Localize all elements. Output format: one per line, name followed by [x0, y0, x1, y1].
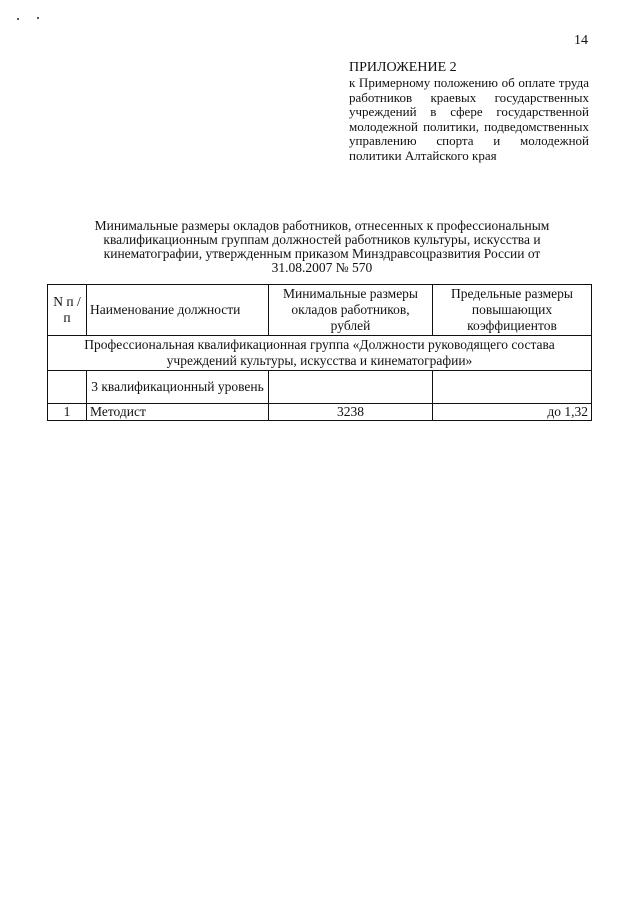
- appendix-block: [349, 60, 589, 163]
- group-title-row: [48, 336, 592, 371]
- level-title: 3 квалификационный уровень: [87, 371, 269, 404]
- salary-table: [47, 284, 592, 421]
- scan-artifact-dot: [37, 17, 39, 19]
- level-row: [48, 371, 592, 404]
- appendix-title: ПРИЛОЖЕНИЕ 2: [349, 60, 457, 75]
- row-max-coefficient: до 1,32: [433, 404, 592, 421]
- header-min-salary: Минимальные размеры окладов работников, рублей: [269, 285, 433, 336]
- row-position: Методист: [87, 404, 269, 421]
- scan-artifact-dot: [17, 18, 19, 20]
- level-empty-cell: [269, 371, 433, 404]
- level-empty-cell: [433, 371, 592, 404]
- document-title: Минимальные размеры окладов работников, отнесенных к профессиональным квалификационным группам должностей работников культуры, искусства и кинематографии, утвержденным приказом Минздравсоцразвития России от 31.08.2007 № 570: [94, 218, 550, 275]
- row-min-salary: 3238: [269, 404, 433, 421]
- header-max-coefficients: Предельные размеры повышающих коэффициентов: [433, 285, 592, 336]
- group-title: Профессиональная квалификационная группа «Должности руководящего состава учреждений культуры, искусства и кинематографии»: [48, 336, 592, 371]
- header-position: Наименование должности: [87, 285, 269, 336]
- page-number: 14: [574, 33, 588, 48]
- row-number: 1: [48, 404, 87, 421]
- appendix-body: к Примерному положению об оплате труда работников краевых государственных учреждений в сфере государственной молодежной политики, подведомственных управлению спорта и молодежной политики Алтайского края: [349, 75, 589, 163]
- table-header-row: [48, 285, 592, 336]
- level-empty-cell: [48, 371, 87, 404]
- header-number: N п /п: [48, 285, 87, 336]
- table-row: [48, 404, 592, 421]
